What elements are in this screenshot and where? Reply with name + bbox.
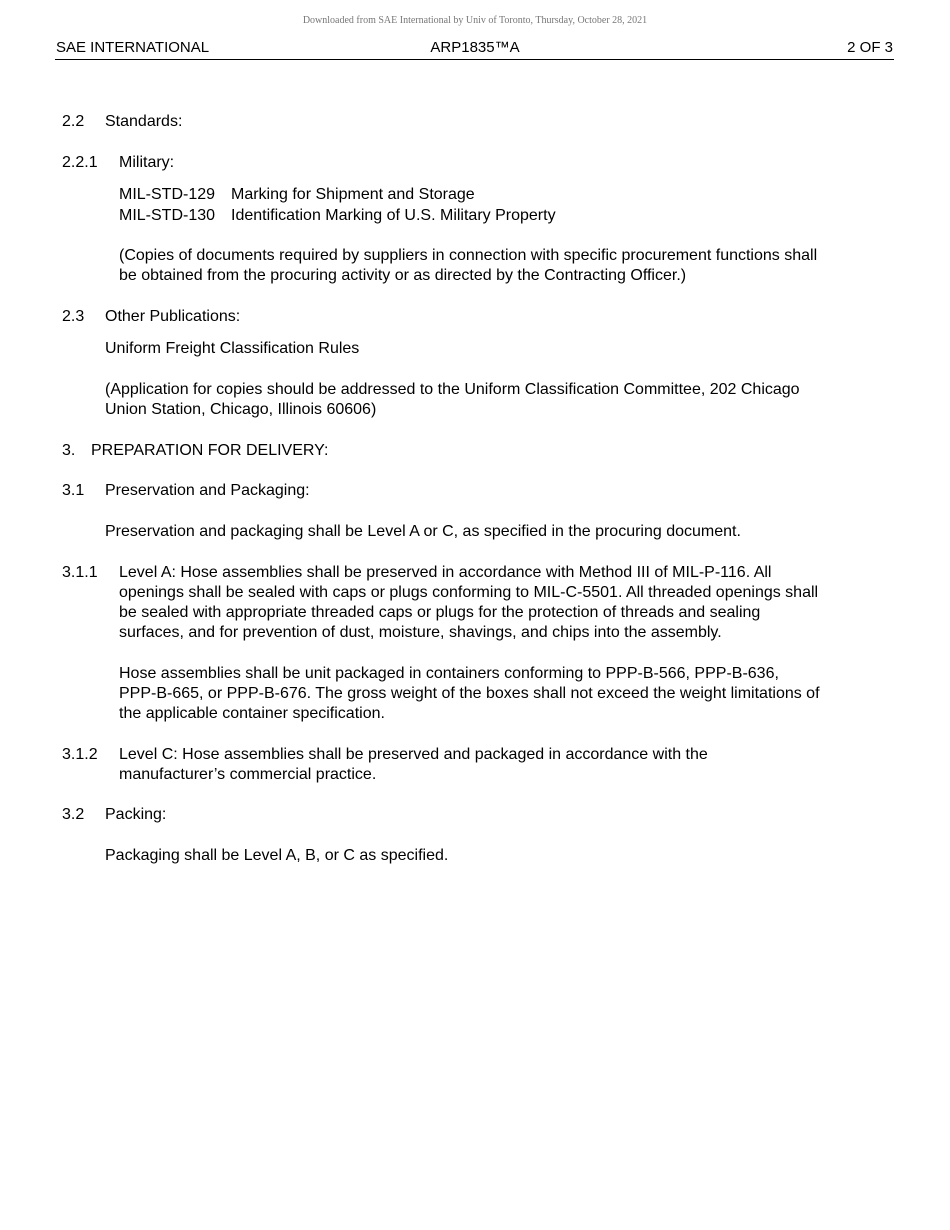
paragraph-line: Level A: Hose assemblies shall be preserved in accordance with Method III of MIL-P-116. All [119, 564, 772, 581]
paragraph-line: Union Station, Chicago, Illinois 60606) [105, 401, 377, 418]
paragraph-line: surfaces, and for prevention of dust, moisture, shavings, and chips into the assembly. [119, 624, 722, 641]
section-title: PREPARATION FOR DELIVERY: [91, 442, 329, 459]
section-number: 3.1.1 [62, 564, 98, 581]
section-number: 2.2 [62, 113, 85, 130]
paragraph-line: (Copies of documents required by suppliers in connection with specific procurement functions shall [119, 247, 818, 264]
paragraph-line: Hose assemblies shall be unit packaged in containers conforming to PPP-B-566, PPP-B-636, [119, 665, 779, 682]
publication-item: Uniform Freight Classification Rules [105, 340, 360, 357]
standard-code: MIL-STD-130 [119, 207, 216, 224]
section-number: 2.3 [62, 308, 85, 325]
paragraph-line: be obtained from the procuring activity or as directed by the Contracting Officer.) [119, 267, 687, 284]
header-document-id: ARP1835™A [430, 39, 520, 56]
paragraph-line: Packaging shall be Level A, B, or C as specified. [105, 847, 449, 864]
paragraph-line: Preservation and packaging shall be Level A or C, as specified in the procuring document. [105, 523, 741, 540]
paragraph-line: (Application for copies should be addressed to the Uniform Classification Committee, 202 Chicago [105, 381, 800, 398]
download-watermark: Downloaded from SAE International by Univ of Toronto, Thursday, October 28, 2021 [302, 15, 648, 26]
paragraph-line: manufacturer’s commercial practice. [119, 766, 377, 783]
header-page-number: 2 OF 3 [847, 39, 893, 56]
section-number: 3.2 [62, 806, 85, 823]
section-title: Military: [119, 154, 175, 171]
paragraph-line: be sealed with appropriate threaded caps or plugs for the protection of threads and sealing [119, 604, 761, 621]
section-number: 2.2.1 [62, 154, 98, 171]
paragraph-line: Level C: Hose assemblies shall be preserved and packaged in accordance with the [119, 746, 708, 763]
paragraph-line: openings shall be sealed with caps or plugs conforming to MIL-C-5501. All threaded openings shall [119, 584, 819, 601]
section-title: Other Publications: [105, 308, 241, 325]
header-rule [55, 59, 894, 60]
standard-description: Identification Marking of U.S. Military Property [231, 207, 556, 224]
section-title: Standards: [105, 113, 183, 130]
section-title: Preservation and Packaging: [105, 482, 310, 499]
standard-description: Marking for Shipment and Storage [231, 186, 475, 203]
section-title: Packing: [105, 806, 167, 823]
section-number: 3. [62, 442, 76, 459]
header-organization: SAE INTERNATIONAL [56, 39, 210, 56]
paragraph-line: PPP-B-665, or PPP-B-676. The gross weight of the boxes shall not exceed the weight limitations of [119, 685, 820, 702]
section-number: 3.1.2 [62, 746, 98, 763]
section-number: 3.1 [62, 482, 85, 499]
paragraph-line: the applicable container specification. [119, 705, 385, 722]
standard-code: MIL-STD-129 [119, 186, 216, 203]
